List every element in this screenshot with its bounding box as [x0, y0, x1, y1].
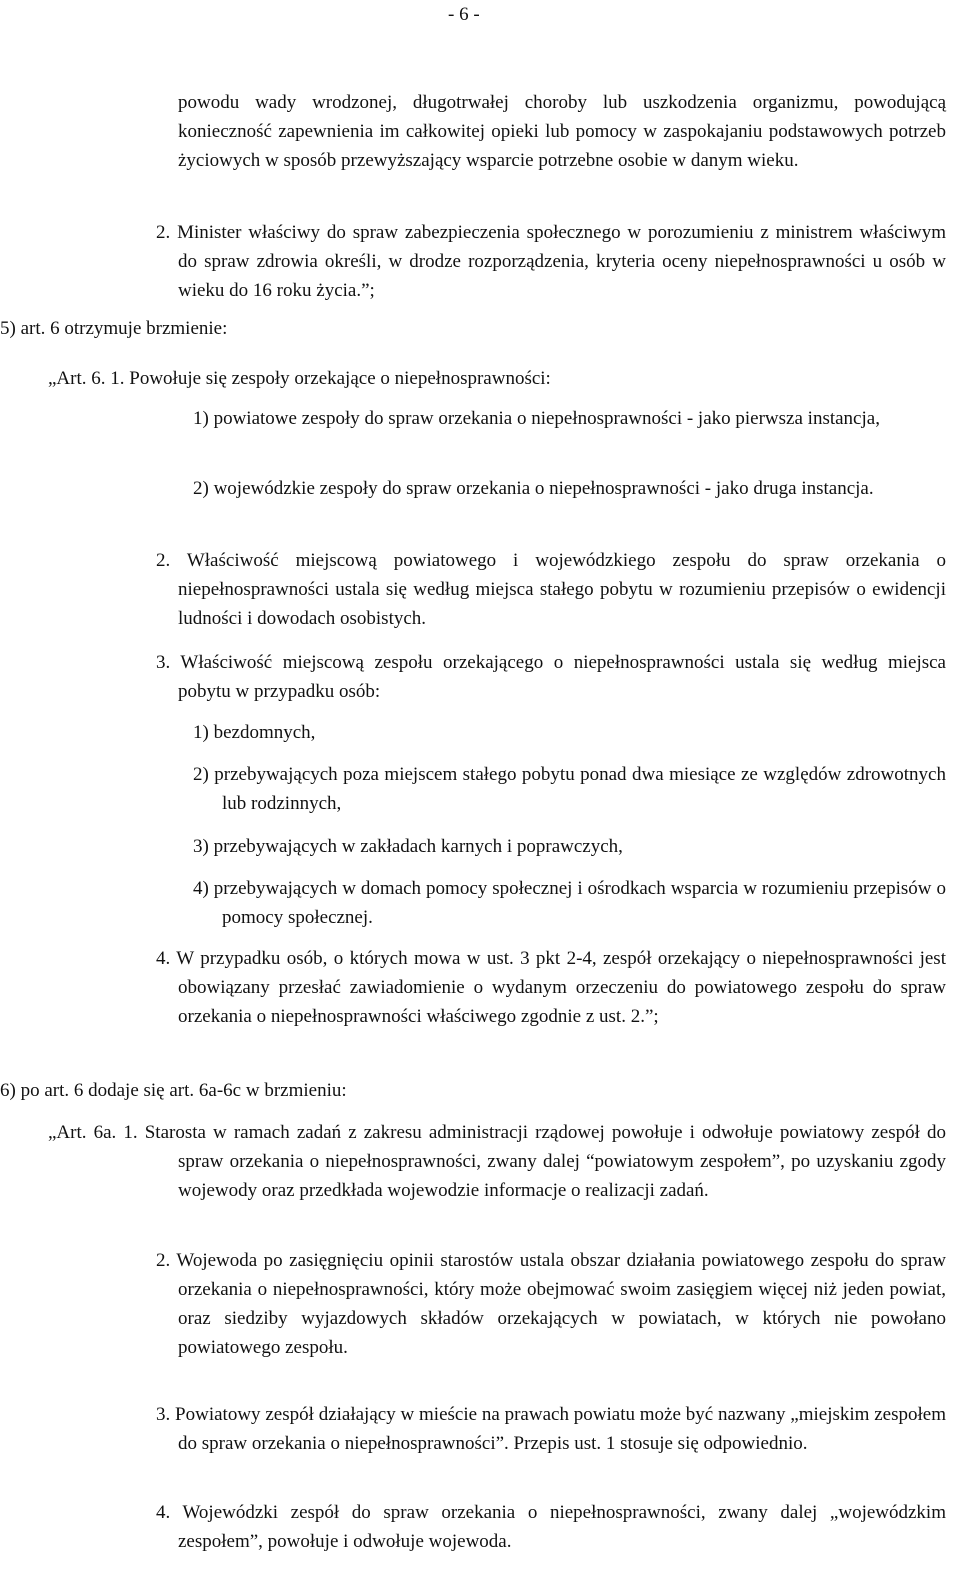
list-item-bezdomnych: 1) bezdomnych, [193, 722, 316, 743]
article-6-heading: „Art. 6. 1. Powołuje się zespoły orzekające o niepełnosprawności: [48, 368, 551, 389]
list-item-wojewodzkie: 2) wojewódzkie zespoły do spraw orzekania o niepełnosprawności - jako druga instancja. [193, 478, 874, 499]
amendment-point-5: 5) art. 6 otrzymuje brzmienie: [0, 318, 228, 339]
paragraph-art6-ust2: 2. Właściwość miejscową powiatowego i wojewódzkiego zespołu do spraw orzekania o niepełnosprawności ustala się według miejsca stałego pobytu w rozumieniu przepisów o ewidencji ludności i dowodach osobistych. [156, 550, 946, 629]
page-number: - 6 - [448, 4, 480, 25]
paragraph-art6-ust4: 4. W przypadku osób, o których mowa w ust. 3 pkt 2-4, zespół orzekający o niepełnosprawności jest obowiązany przesłać zawiadomienie o wydanym orzeczeniu do powiatowego zespołu do spraw orzekania o niepełnosprawności właściwego zgodnie z ust. 2.”; [156, 948, 946, 1027]
list-item-powiatowe: 1) powiatowe zespoły do spraw orzekania o niepełnosprawności - jako pierwsza instancja, [193, 408, 880, 429]
list-item-poza-miejscem: 2) przebywających poza miejscem stałego pobytu ponad dwa miesiące ze względów zdrowotnych lub rodzinnych, [193, 764, 946, 814]
article-6a-ust2: 2. Wojewoda po zasięgnięciu opinii starostów ustala obszar działania powiatowego zespołu do spraw orzekania o niepełnosprawności, który może obejmować swoim zasięgiem więcej niż jeden powiat, oraz siedziby wyjazdowych składów orzekających w powiatach, w których nie powołano powiatowego zespołu. [156, 1250, 946, 1358]
list-item-zaklady-karne: 3) przebywających w zakładach karnych i poprawczych, [193, 836, 623, 857]
article-6a-ust1: „Art. 6a. 1. Starosta w ramach zadań z zakresu administracji rządowej powołuje i odwołuje powiatowy zespół do spraw orzekania o niepełnosprawności, zwany dalej “powiatowym zespołem”, po uzyskaniu zgody wojewody oraz przedkłada wojewodzie informacje o realizacji zadań. [48, 1122, 946, 1201]
paragraph-art6-ust3: 3. Właściwość miejscową zespołu orzekającego o niepełnosprawności ustala się według miejsca pobytu w przypadku osób: [156, 652, 946, 702]
amendment-point-6: 6) po art. 6 dodaje się art. 6a-6c w brzmieniu: [0, 1080, 347, 1101]
article-6a-ust3: 3. Powiatowy zespół działający w mieście na prawach powiatu może być nazwany „miejskim zespołem do spraw orzekania o niepełnosprawności”. Przepis ust. 1 stosuje się odpowiednio. [156, 1404, 946, 1454]
article-6a-ust4: 4. Wojewódzki zespół do spraw orzekania o niepełnosprawności, zwany dalej „wojewódzkim zespołem”, powołuje i odwołuje wojewoda. [156, 1502, 946, 1552]
paragraph-minister-regulation: 2. Minister właściwy do spraw zabezpieczenia społecznego w porozumieniu z ministrem właściwym do spraw zdrowia określi, w drodze rozporządzenia, kryteria oceny niepełnosprawności u osób w wieku do 16 roku życia.”; [156, 222, 946, 301]
list-item-domy-pomocy: 4) przebywających w domach pomocy społecznej i ośrodkach wsparcia w rozumieniu przepisów o pomocy społecznej. [193, 878, 946, 928]
paragraph-continuation: powodu wady wrodzonej, długotrwałej choroby lub uszkodzenia organizmu, powodującą konieczność zapewnienia im całkowitej opieki lub pomocy w zaspokajaniu podstawowych potrzeb życiowych w sposób przewyższający wsparcie potrzebne osobie w danym wieku. [178, 92, 946, 171]
